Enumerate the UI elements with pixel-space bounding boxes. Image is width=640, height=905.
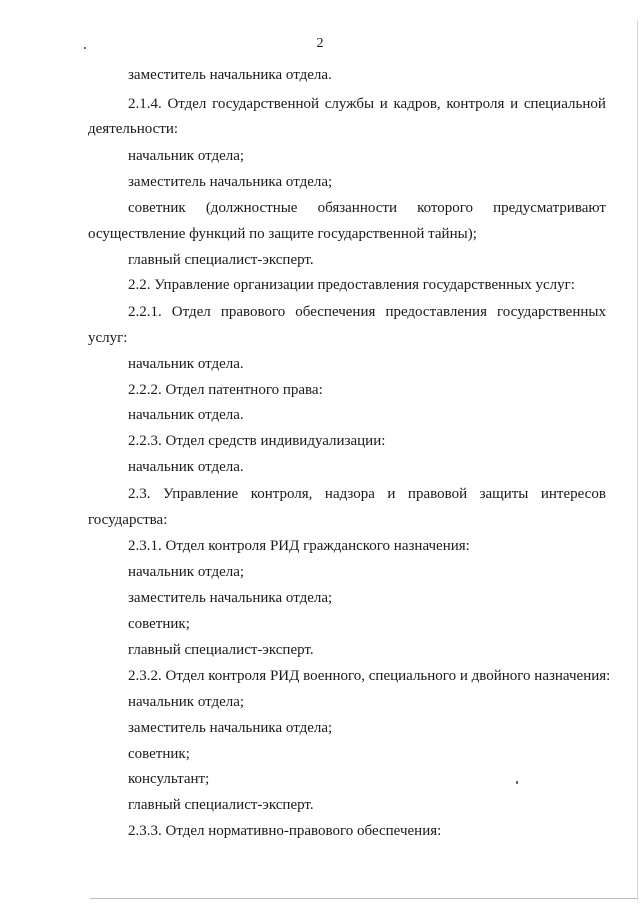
word: службы: [324, 96, 375, 112]
text-line-justified: [128, 485, 606, 503]
text-line: 2.2.3. Отдел средств индивидуализации:: [128, 433, 386, 449]
text-line-justified: [128, 95, 606, 113]
text-line: советник;: [128, 616, 190, 632]
text-line: услуг:: [88, 330, 128, 346]
text-line: 2.2. Управление организации предоставления государственных услуг:: [128, 277, 575, 293]
text-line: осуществление функций по защите государственной тайны);: [88, 226, 477, 242]
text-line-justified: [128, 199, 606, 217]
word: (должностные: [205, 200, 298, 216]
text-line: начальник отдела;: [128, 694, 245, 710]
word: 2.3.: [128, 486, 151, 502]
word: государственной: [212, 96, 320, 112]
text-line: начальник отдела.: [128, 356, 244, 372]
word: интересов: [540, 486, 606, 502]
text-line: государства:: [88, 512, 168, 528]
scan-speck: [516, 781, 518, 784]
word: Отдел: [171, 304, 211, 320]
text-line: главный специалист-эксперт.: [128, 642, 314, 658]
text-line: заместитель начальника отдела;: [128, 590, 333, 606]
word: специальной: [523, 96, 606, 112]
word: кадров,: [393, 96, 441, 112]
text-line: советник;: [128, 746, 190, 762]
text-line-justified: [128, 303, 606, 321]
word: надзора: [324, 486, 375, 502]
text-line: начальник отдела;: [128, 564, 245, 580]
word: и: [387, 486, 396, 502]
page-number: 2: [316, 36, 324, 51]
word: которого: [417, 200, 474, 216]
word: обеспечения: [295, 304, 376, 320]
word: и: [510, 96, 519, 112]
word: и: [379, 96, 388, 112]
text-line: консультант;: [128, 771, 210, 787]
text-line: 2.3.2. Отдел контроля РИД военного, специального и двойного назначения:: [128, 668, 611, 684]
text-line: заместитель начальника отдела;: [128, 720, 333, 736]
word: контроля,: [250, 486, 313, 502]
scan-edge-right: [637, 20, 638, 900]
text-line: главный специалист-эксперт.: [128, 797, 314, 813]
word: советник: [128, 200, 186, 216]
scan-speck: [84, 47, 86, 49]
word: Управление: [162, 486, 239, 502]
text-line: главный специалист-эксперт.: [128, 252, 314, 268]
word: правовой: [407, 486, 468, 502]
text-line: заместитель начальника отдела;: [128, 174, 333, 190]
word: предоставления: [385, 304, 487, 320]
word: предусматривают: [493, 200, 606, 216]
text-line: деятельности:: [88, 121, 179, 137]
word: 2.1.4.: [128, 96, 162, 112]
text-line: начальник отдела.: [128, 407, 244, 423]
word: Отдел: [167, 96, 207, 112]
word: правового: [220, 304, 286, 320]
word: защиты: [479, 486, 529, 502]
word: государственных: [497, 304, 606, 320]
text-line: начальник отдела;: [128, 148, 245, 164]
word: обязанности: [317, 200, 397, 216]
word: 2.2.1.: [128, 304, 162, 320]
word: контроля: [446, 96, 505, 112]
scan-edge-bottom: [90, 898, 638, 899]
text-line: 2.3.3. Отдел нормативно-правового обеспечения:: [128, 823, 442, 839]
text-line: заместитель начальника отдела.: [128, 67, 332, 83]
text-line: начальник отдела.: [128, 459, 244, 475]
text-line: 2.2.2. Отдел патентного права:: [128, 382, 323, 398]
text-line: 2.3.1. Отдел контроля РИД гражданского назначения:: [128, 538, 470, 554]
